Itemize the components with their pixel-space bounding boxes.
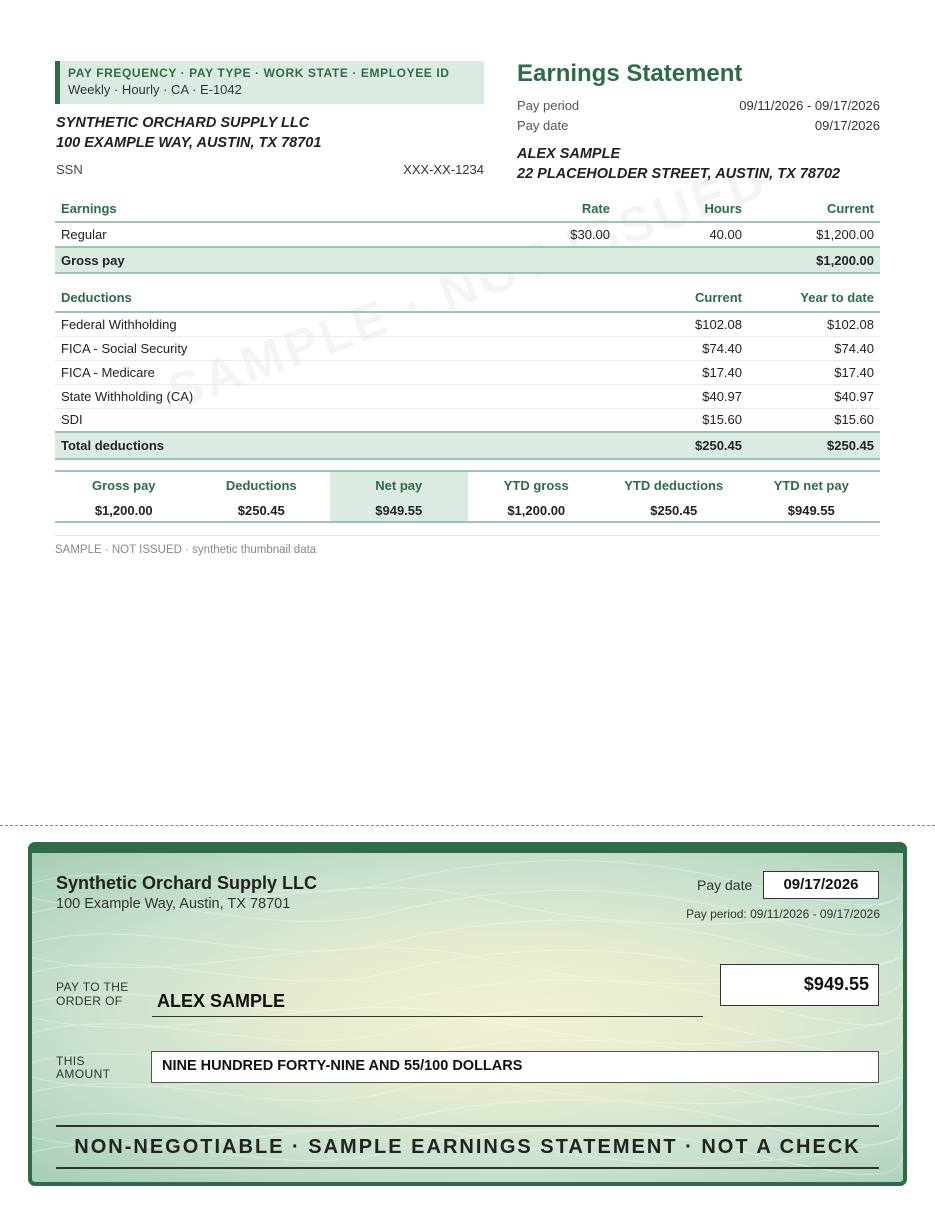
pay-period-value: 09/11/2026 - 09/17/2026 xyxy=(739,98,880,113)
deduction-ytd: $74.40 xyxy=(748,336,880,360)
deductions-header-row xyxy=(55,283,880,312)
ssn-label: SSN xyxy=(56,162,83,177)
summary-label: YTD net pay xyxy=(773,478,849,493)
total-deductions-row xyxy=(55,432,880,459)
pay-period-row xyxy=(517,98,880,113)
deduction-ytd: $15.60 xyxy=(748,408,880,432)
deduction-current: $40.97 xyxy=(616,384,748,408)
check-pay-date: 09/17/2026 xyxy=(763,871,879,899)
empty-cell xyxy=(616,247,748,273)
deduction-current: $102.08 xyxy=(616,312,748,336)
earning-current: $1,200.00 xyxy=(748,222,880,247)
pay-info-values: Weekly · Hourly · CA · E-1042 xyxy=(68,82,242,97)
summary-ytd-deductions xyxy=(605,472,743,521)
table-row xyxy=(55,222,880,247)
deduction-desc: State Withholding (CA) xyxy=(55,384,616,408)
deductions-col-ytd: Year to date xyxy=(748,283,880,312)
amount-in-words: NINE HUNDRED FORTY-NINE AND 55/100 DOLLARS xyxy=(151,1051,879,1083)
pay-date-value: 09/17/2026 xyxy=(814,118,880,133)
total-deductions-ytd: $250.45 xyxy=(748,432,880,459)
earnings-col-rate: Rate xyxy=(486,195,616,222)
footnote: SAMPLE · NOT ISSUED · synthetic thumbnail data xyxy=(55,544,317,556)
deduction-current: $17.40 xyxy=(616,360,748,384)
earning-hours: 40.00 xyxy=(616,222,748,247)
deduction-desc: FICA - Social Security xyxy=(55,336,616,360)
empty-cell xyxy=(486,247,616,273)
this-amount-label xyxy=(56,1055,110,1081)
summary-gross xyxy=(55,472,193,521)
divider xyxy=(55,535,880,536)
deduction-current: $74.40 xyxy=(616,336,748,360)
summary-label: YTD deductions xyxy=(624,478,724,493)
deduction-ytd: $40.97 xyxy=(748,384,880,408)
table-row xyxy=(55,408,880,432)
employer-address: 100 EXAMPLE WAY, AUSTIN, TX 78701 xyxy=(56,135,322,151)
summary-label: Gross pay xyxy=(91,478,156,493)
pay-info-box xyxy=(55,61,484,104)
summary-value: $250.45 xyxy=(237,503,285,518)
check xyxy=(28,842,907,1186)
deduction-desc: Federal Withholding xyxy=(55,312,616,336)
summary-label: Deductions xyxy=(225,478,297,493)
earnings-col-desc: Earnings xyxy=(55,195,486,222)
check-company-name: Synthetic Orchard Supply LLC xyxy=(56,873,318,893)
deduction-ytd: $17.40 xyxy=(748,360,880,384)
summary-value: $250.45 xyxy=(650,503,698,518)
pay-to-line2: ORDER OF xyxy=(56,994,123,1008)
total-deductions-label: Total deductions xyxy=(55,432,616,459)
summary-deductions xyxy=(193,472,331,521)
earning-desc: Regular xyxy=(55,222,486,247)
summary-label: Net pay xyxy=(375,478,423,493)
earnings-col-current: Current xyxy=(748,195,880,222)
deduction-ytd: $102.08 xyxy=(748,312,880,336)
ssn-row xyxy=(56,162,484,177)
summary-ytd-gross xyxy=(468,472,606,521)
deductions-table xyxy=(55,283,880,460)
check-pay-period: Pay period: 09/11/2026 - 09/17/2026 xyxy=(686,907,880,921)
gross-pay-row xyxy=(55,247,880,273)
deduction-current: $15.60 xyxy=(616,408,748,432)
table-row xyxy=(55,336,880,360)
summary-ytd-net xyxy=(743,472,881,521)
table-row xyxy=(55,312,880,336)
employee-block xyxy=(517,144,840,184)
total-deductions-current: $250.45 xyxy=(616,432,748,459)
summary-value: $949.55 xyxy=(375,503,423,518)
summary-value: $1,200.00 xyxy=(507,503,566,518)
pay-summary xyxy=(55,470,880,523)
pay-to-line1: PAY TO THE xyxy=(56,980,129,994)
earnings-table xyxy=(55,195,880,274)
payee-name: ALEX SAMPLE xyxy=(152,981,703,1017)
employee-address: 22 PLACEHOLDER STREET, AUSTIN, TX 78702 xyxy=(517,166,841,182)
ssn-value: XXX-XX-1234 xyxy=(403,162,484,177)
employer-block xyxy=(56,113,321,153)
pay-date-label: Pay date xyxy=(517,118,569,133)
non-negotiable-banner: NON-NEGOTIABLE · SAMPLE EARNINGS STATEMENT · NOT A CHECK xyxy=(56,1125,879,1169)
summary-label: YTD gross xyxy=(503,478,569,493)
gross-pay-label: Gross pay xyxy=(55,247,486,273)
statement-title: Earnings Statement xyxy=(517,60,743,87)
earning-rate: $30.00 xyxy=(486,222,616,247)
table-row xyxy=(55,360,880,384)
earnings-col-hours: Hours xyxy=(616,195,748,222)
table-row xyxy=(55,384,880,408)
deduction-desc: FICA - Medicare xyxy=(55,360,616,384)
deductions-col-desc: Deductions xyxy=(55,283,616,312)
gross-pay-value: $1,200.00 xyxy=(748,247,880,273)
check-company-address: 100 Example Way, Austin, TX 78701 xyxy=(56,896,291,912)
employer-name: SYNTHETIC ORCHARD SUPPLY LLC xyxy=(56,115,310,131)
pay-info-keys: PAY FREQUENCY · PAY TYPE · WORK STATE · EMPLOYEE ID xyxy=(68,66,450,80)
summary-value: $1,200.00 xyxy=(94,503,153,518)
this-amount-line2: AMOUNT xyxy=(56,1067,111,1081)
check-amount: $949.55 xyxy=(720,964,879,1006)
earnings-header-row xyxy=(55,195,880,222)
this-amount-line1: THIS xyxy=(56,1054,85,1068)
pay-date-row xyxy=(517,118,880,133)
pay-to-label xyxy=(56,980,129,1008)
perforation-line xyxy=(0,825,935,826)
pay-period-label: Pay period xyxy=(517,98,580,113)
employee-name: ALEX SAMPLE xyxy=(517,146,621,162)
summary-net-pay xyxy=(330,472,468,521)
deductions-col-current: Current xyxy=(616,283,748,312)
summary-value: $949.55 xyxy=(787,503,835,518)
check-pay-date-label: Pay date xyxy=(697,877,753,893)
deduction-desc: SDI xyxy=(55,408,616,432)
